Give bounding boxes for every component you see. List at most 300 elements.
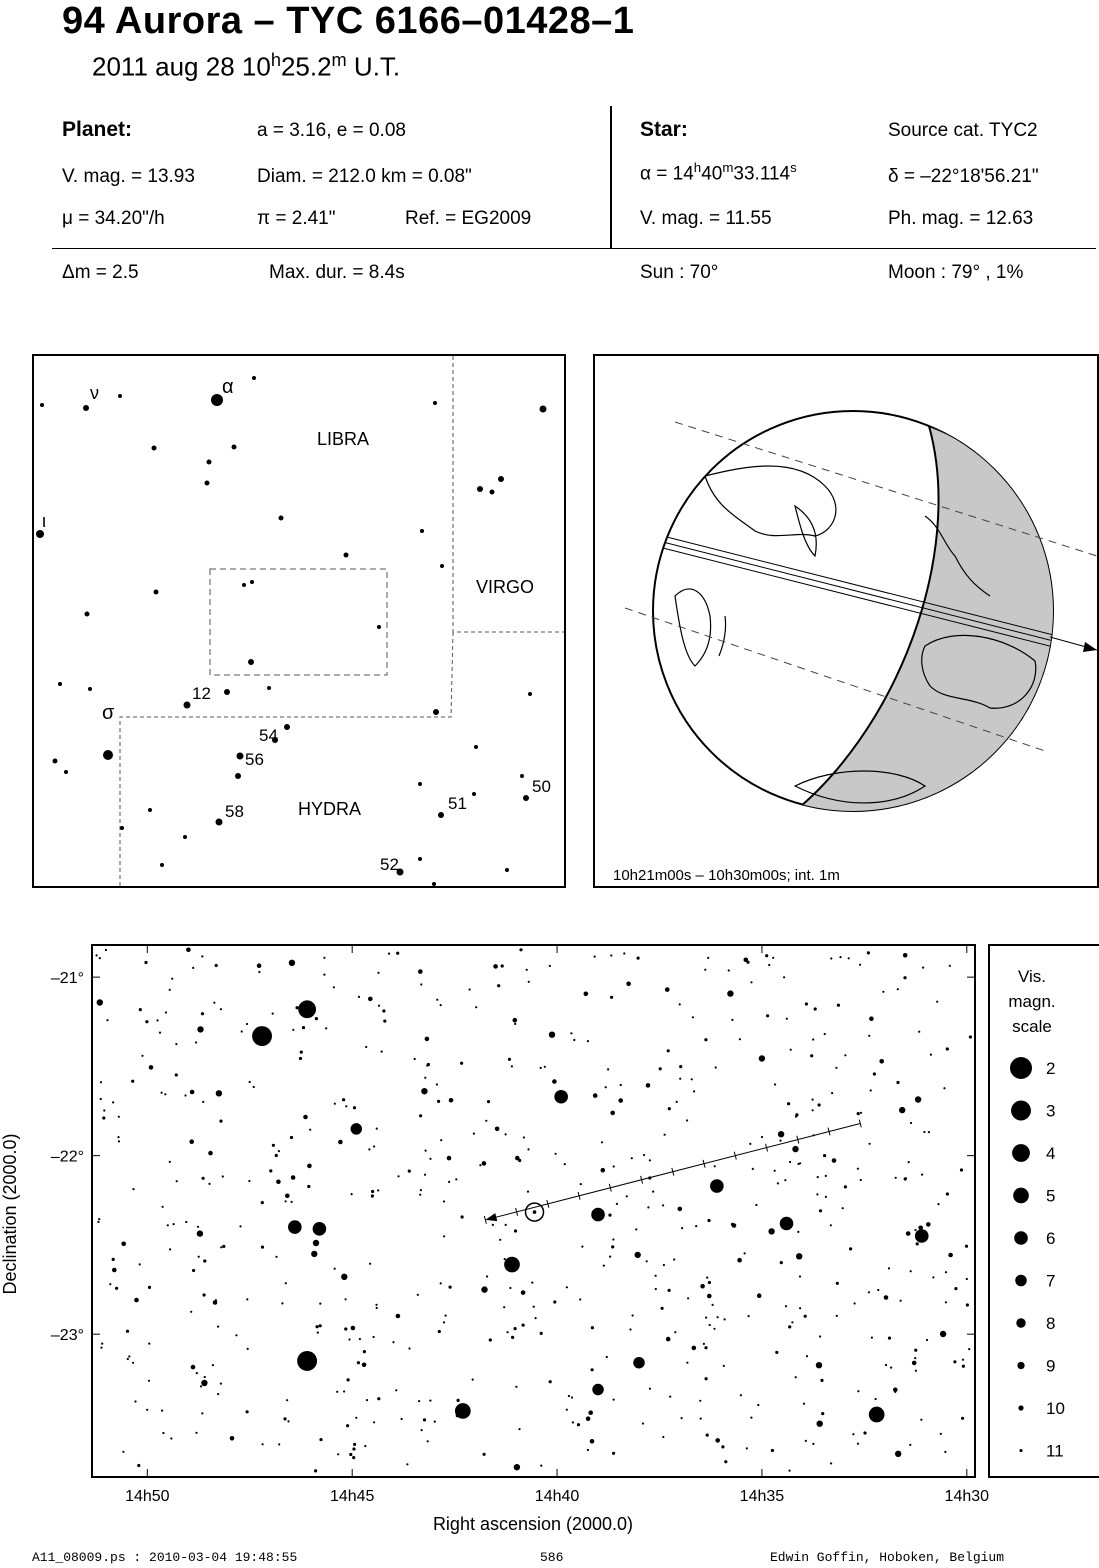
field-star: [509, 1287, 511, 1289]
field-star: [443, 1200, 445, 1202]
field-star: [790, 1049, 792, 1051]
field-star: [605, 1086, 607, 1088]
field-star: [100, 1081, 102, 1083]
legend-dot: [1015, 1275, 1027, 1287]
field-star: [475, 1006, 477, 1008]
field-star: [371, 1194, 374, 1197]
globe-svg: [595, 356, 1097, 886]
field-star: [647, 1206, 649, 1208]
field-star: [149, 1065, 154, 1070]
field-star: [646, 1083, 651, 1088]
finder-star: [433, 709, 439, 715]
field-star: [203, 1293, 206, 1296]
field-star: [666, 988, 669, 991]
field-star: [362, 1363, 367, 1368]
field-star: [299, 1057, 302, 1060]
field-star: [336, 1391, 338, 1393]
field-star: [593, 1093, 598, 1098]
finder-star: [160, 863, 164, 867]
field-star: [566, 1286, 568, 1288]
field-star: [679, 1003, 681, 1005]
field-star: [371, 1190, 374, 1193]
field-star: [873, 1072, 876, 1075]
field-star: [165, 1011, 167, 1013]
field-star: [837, 1004, 840, 1007]
field-star: [352, 1456, 355, 1459]
field-star: [626, 982, 631, 987]
field-star: [445, 1315, 447, 1317]
field-star: [616, 1203, 618, 1205]
field-star: [899, 1107, 905, 1113]
field-star: [314, 1469, 317, 1472]
field-star: [870, 1089, 872, 1091]
field-star: [871, 1337, 873, 1339]
field-star: [457, 1399, 460, 1402]
field-star: [511, 1336, 514, 1339]
field-star: [915, 1096, 921, 1102]
field-star: [246, 1298, 248, 1300]
field-star: [930, 1054, 932, 1056]
x-tick-label: 14h50: [125, 1488, 170, 1505]
field-star: [197, 1230, 203, 1236]
field-star: [905, 1177, 907, 1179]
field-star: [674, 1331, 676, 1333]
field-star: [936, 1001, 938, 1003]
field-star: [164, 1093, 166, 1095]
field-star: [727, 990, 733, 996]
field-star: [388, 953, 390, 955]
field-star: [134, 1400, 136, 1402]
finder-star: [432, 882, 436, 886]
field-star: [201, 1412, 203, 1414]
field-star: [303, 1115, 308, 1120]
field-star: [353, 1443, 356, 1446]
finder-star: [36, 530, 44, 538]
field-star: [914, 1349, 917, 1352]
field-star: [805, 1002, 808, 1005]
field-star: [897, 988, 899, 990]
label-56: 56: [245, 750, 264, 769]
finder-star: [85, 612, 90, 617]
field-star: [213, 1002, 215, 1004]
field-star: [631, 1157, 633, 1159]
field-star: [505, 1224, 507, 1226]
field-star: [248, 1180, 250, 1182]
field-star: [481, 1286, 487, 1292]
field-star: [219, 1120, 222, 1123]
field-star: [460, 1062, 463, 1065]
field-star: [175, 1043, 177, 1045]
field-star: [425, 1037, 430, 1042]
field-star: [527, 1191, 529, 1193]
finder-star: [252, 376, 256, 380]
field-star: [373, 1421, 375, 1423]
field-star: [686, 1362, 688, 1364]
field-star: [678, 1207, 683, 1212]
field-star: [184, 1094, 186, 1096]
field-star: [609, 1256, 611, 1258]
field-star: [584, 992, 589, 997]
field-star: [849, 1247, 852, 1250]
field-star: [786, 1018, 788, 1020]
field-star: [217, 1393, 219, 1395]
bright-stars: [252, 1000, 928, 1422]
field-star: [215, 1299, 217, 1301]
field-star: [681, 1227, 683, 1229]
legend-items: [1010, 1057, 1065, 1461]
field-star: [796, 1253, 802, 1259]
field-star: [709, 1324, 711, 1326]
field-star: [276, 1180, 281, 1185]
field-star: [195, 1041, 197, 1043]
field-star: [115, 1287, 118, 1290]
field-star: [825, 1196, 827, 1198]
field-star: [461, 1215, 464, 1218]
field-star: [485, 1120, 487, 1122]
field-star: [655, 1275, 657, 1277]
field-star: [313, 1240, 319, 1246]
field-star: [836, 1282, 839, 1285]
field-star: [109, 1283, 111, 1285]
field-star: [132, 1188, 134, 1190]
field-star: [601, 1141, 603, 1143]
field-star: [397, 1175, 399, 1177]
field-star: [292, 1029, 294, 1031]
field-star: [192, 967, 194, 969]
field-star: [914, 1229, 916, 1231]
field-star: [944, 1451, 946, 1453]
field-star: [208, 1151, 213, 1156]
legend-dot: [1012, 1144, 1030, 1162]
star-dec: δ = –22°18'56.21": [888, 166, 1039, 187]
field-star: [373, 1145, 375, 1147]
field-star: [527, 1148, 529, 1150]
field-star: [962, 1359, 964, 1361]
field-star: [197, 1226, 199, 1228]
field-star: [369, 1263, 371, 1265]
field-star: [169, 1161, 171, 1163]
field-star: [482, 1161, 487, 1166]
field-star: [623, 952, 625, 954]
label-12: 12: [192, 684, 211, 703]
field-star: [926, 1339, 928, 1341]
field-star: [345, 1298, 347, 1300]
field-star: [131, 1080, 134, 1083]
field-star: [909, 1444, 911, 1446]
field-star: [868, 1291, 870, 1293]
field-star: [890, 1367, 892, 1369]
field-star: [307, 1185, 310, 1188]
field-star: [377, 972, 379, 974]
bright-star: [351, 1123, 363, 1135]
field-star: [805, 1440, 807, 1442]
field-star: [427, 1440, 429, 1442]
field-star: [635, 1228, 637, 1230]
finder-star: [474, 745, 478, 749]
field-star: [816, 1193, 818, 1195]
field-star: [915, 1370, 917, 1372]
field-star: [345, 1105, 347, 1107]
globe-panel: [593, 354, 1099, 888]
field-star: [102, 1116, 105, 1119]
field-star: [655, 1288, 657, 1290]
field-star: [706, 1277, 708, 1279]
field-star: [894, 1391, 896, 1393]
field-star: [278, 1150, 280, 1152]
track-arrow-icon: [485, 1213, 497, 1221]
field-star: [139, 1008, 142, 1011]
footer-file: A11_08009.ps : 2010-03-04 19:48:55: [32, 1550, 298, 1565]
field-star: [820, 1379, 823, 1382]
field-star: [579, 1298, 581, 1300]
field-star: [406, 1463, 408, 1465]
field-star: [429, 1400, 431, 1402]
field-star: [844, 1185, 847, 1188]
field-star: [507, 1331, 509, 1333]
field-star: [778, 1131, 784, 1137]
field-star: [549, 1380, 552, 1383]
field-star: [774, 1170, 776, 1172]
field-star: [869, 1143, 871, 1145]
field-star: [746, 1447, 748, 1449]
legend-dot: [1014, 1231, 1028, 1245]
finder-chart-svg: [34, 356, 564, 886]
field-star: [112, 1101, 114, 1103]
field-star: [668, 1289, 671, 1292]
field-star: [590, 1439, 595, 1444]
field-star: [443, 1321, 445, 1323]
field-star: [612, 1238, 614, 1240]
field-star: [824, 1033, 826, 1035]
finder-star: [377, 625, 381, 629]
finder-star: [528, 692, 532, 696]
legend-label: 10: [1046, 1399, 1065, 1418]
finder-star: [118, 394, 122, 398]
field-star: [235, 1334, 237, 1336]
field-star: [669, 1396, 671, 1398]
field-star: [749, 1143, 751, 1145]
field-star: [309, 1129, 311, 1131]
field-star: [965, 1245, 968, 1248]
field-star: [167, 1224, 169, 1226]
field-star: [98, 1218, 100, 1220]
globe-caption: 10h21m00s – 10h30m00s; int. 1m: [613, 867, 840, 884]
field-star: [203, 1259, 206, 1262]
field-star: [632, 1314, 634, 1316]
field-star: [588, 1410, 593, 1415]
field-star: [699, 1400, 701, 1402]
field-star: [795, 1113, 798, 1116]
field-star: [526, 969, 528, 971]
field-star: [175, 1073, 178, 1076]
target-star: [526, 1203, 544, 1221]
star-phmag: Ph. mag. = 12.63: [888, 208, 1034, 229]
field-star: [377, 1189, 379, 1191]
field-star: [197, 1026, 203, 1032]
field-star: [713, 1328, 715, 1330]
field-star: [818, 1103, 821, 1106]
finder-star: [242, 583, 246, 587]
event-time: 2011 aug 28 10$^h$25.2$^m$ U.T.: [92, 50, 401, 82]
field-star: [896, 1081, 899, 1084]
finder-star: [224, 689, 230, 695]
field-star: [517, 1466, 519, 1468]
field-star: [863, 1431, 866, 1434]
field-star: [969, 1035, 972, 1038]
field-star: [712, 1304, 714, 1306]
field-star: [860, 1179, 862, 1181]
field-star: [489, 1338, 492, 1341]
finder-star: [250, 580, 254, 584]
field-star: [437, 1100, 440, 1103]
field-star: [752, 1168, 754, 1170]
field-star: [287, 1420, 289, 1422]
field-star: [836, 1315, 838, 1317]
label-54: 54: [259, 726, 278, 745]
field-star: [707, 1219, 710, 1222]
field-star: [128, 1355, 130, 1357]
field-star: [714, 1165, 716, 1167]
field-star: [505, 1133, 507, 1135]
bright-star: [252, 1026, 272, 1046]
finder-star: [248, 659, 254, 665]
field-star: [784, 1179, 786, 1181]
field-star: [948, 1253, 953, 1258]
field-star: [877, 1289, 879, 1291]
field-star: [591, 1326, 594, 1329]
field-star: [396, 952, 399, 955]
field-star: [333, 986, 335, 988]
field-star: [732, 1223, 737, 1228]
finder-star: [520, 774, 524, 778]
field-star: [768, 964, 770, 966]
field-star: [448, 1181, 450, 1183]
field-star: [201, 1380, 207, 1386]
field-star: [319, 1303, 321, 1305]
field-star: [501, 964, 504, 967]
field-star: [169, 989, 171, 991]
field-star: [357, 1361, 360, 1364]
field-star: [842, 1207, 844, 1209]
y-axis-label: Declination (2000.0): [0, 1133, 20, 1295]
field-star: [449, 1098, 454, 1103]
field-star: [789, 1161, 791, 1163]
field-star: [493, 964, 498, 969]
finder-star: [184, 702, 191, 709]
field-star: [375, 1304, 377, 1306]
field-star: [202, 1177, 205, 1180]
field-star: [346, 1424, 349, 1427]
field-star: [419, 1194, 421, 1196]
planet-vmag: V. mag. = 13.93: [62, 166, 195, 187]
finder-star: [472, 792, 476, 796]
field-star: [765, 954, 768, 957]
field-star: [201, 955, 203, 957]
field-star: [323, 974, 325, 976]
field-star: [285, 1194, 290, 1199]
label-libra: LIBRA: [317, 429, 370, 449]
y-tick-label: –22°: [50, 1148, 84, 1166]
field-star: [285, 1282, 287, 1284]
field-star: [581, 1246, 583, 1248]
field-star: [549, 1032, 555, 1038]
label-alpha: α: [222, 376, 234, 398]
field-star: [132, 1362, 134, 1364]
field-star: [903, 976, 906, 979]
field-star: [844, 1054, 846, 1056]
background-stars: [96, 948, 973, 1473]
field-star: [611, 1245, 614, 1248]
field-star: [900, 1300, 902, 1302]
field-star: [414, 1058, 416, 1060]
field-star: [122, 1451, 124, 1453]
field-star: [821, 1412, 824, 1415]
field-star: [642, 1422, 644, 1424]
field-star: [686, 1119, 688, 1121]
field-star: [253, 1086, 255, 1088]
field-star: [564, 1163, 566, 1165]
field-star: [691, 1078, 693, 1080]
label-sigma: σ: [102, 702, 115, 724]
legend-title-3: scale: [1012, 1017, 1052, 1036]
legend-dot: [1011, 1101, 1031, 1121]
field-star: [239, 1225, 241, 1227]
field-star: [799, 1275, 801, 1277]
field-star: [652, 1191, 654, 1193]
field-star: [148, 1380, 150, 1382]
field-star: [610, 1111, 615, 1116]
legend-label: 3: [1046, 1101, 1056, 1121]
field-star: [106, 1019, 108, 1021]
field-star: [97, 1221, 99, 1223]
finder-star: [505, 868, 509, 872]
field-star: [515, 1386, 517, 1388]
field-star: [830, 957, 832, 959]
field-star: [943, 1087, 945, 1089]
field-star: [724, 1318, 726, 1320]
legend-label: 4: [1046, 1144, 1056, 1163]
field-star: [667, 1049, 670, 1052]
field-star: [373, 1336, 375, 1338]
finder-star: [83, 405, 89, 411]
field-star: [555, 1153, 557, 1155]
field-star: [249, 1081, 251, 1083]
y-tick-label: –23°: [50, 1327, 84, 1345]
field-star: [208, 1183, 210, 1185]
field-star: [814, 1007, 817, 1010]
field-star: [341, 1274, 347, 1280]
bright-star: [313, 1222, 327, 1236]
finder-star: [523, 795, 529, 801]
field-star: [705, 1317, 707, 1319]
field-star: [257, 963, 262, 968]
field-star: [285, 1200, 287, 1202]
field-star: [420, 1189, 422, 1191]
field-star: [857, 1390, 859, 1392]
legend-dot: [1013, 1188, 1029, 1204]
field-star: [906, 1231, 911, 1236]
field-star: [817, 1176, 819, 1178]
field-star: [343, 1390, 345, 1392]
field-star: [857, 1168, 859, 1170]
field-star: [875, 1398, 877, 1400]
field-star: [922, 967, 924, 969]
table-divider-horizontal: [52, 248, 1096, 249]
field-star: [571, 1396, 573, 1398]
finder-star: [154, 590, 159, 595]
x-axis-ticks: [125, 945, 989, 1505]
field-star: [704, 969, 706, 971]
